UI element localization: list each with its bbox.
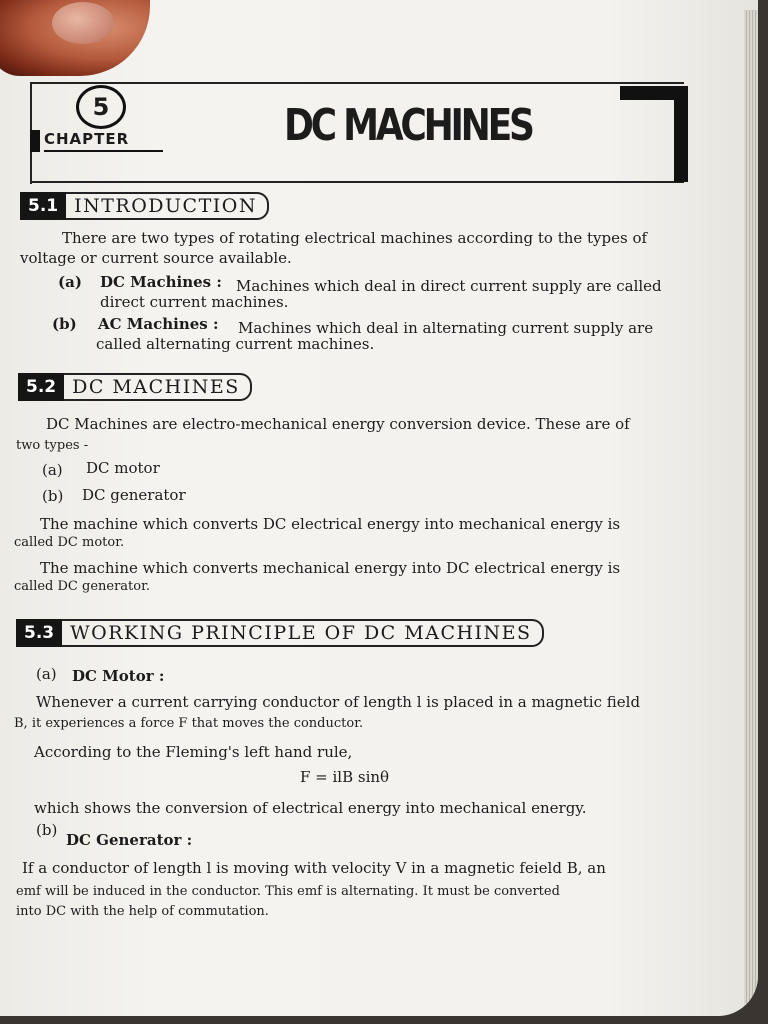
dc-gen-line-1: The machine which converts mechanical energy into DC electrical energy is bbox=[40, 559, 621, 577]
chapter-label: CHAPTER bbox=[44, 130, 163, 152]
chapter-number: 5 bbox=[76, 85, 126, 129]
intro-b-line-1: Machines which deal in alternating current supply are bbox=[238, 319, 654, 337]
section-title: WORKING PRINCIPLE OF DC MACHINES bbox=[62, 619, 543, 647]
intro-b-term: AC Machines : bbox=[98, 315, 219, 333]
principle-motor-label: (a) bbox=[36, 665, 57, 683]
thumb-nail bbox=[52, 2, 114, 44]
principle-motor-title: DC Motor : bbox=[72, 667, 165, 685]
principle-motor-line-3: According to the Fleming's left hand rule, bbox=[34, 743, 353, 761]
dc-gen-line-2: called DC generator. bbox=[14, 579, 151, 594]
section-heading-5-2 bbox=[18, 373, 252, 401]
section-title: INTRODUCTION bbox=[66, 192, 269, 220]
dc-line-1: DC Machines are electro-mechanical energy conversion device. These are of bbox=[46, 415, 630, 433]
section-number: 5.2 bbox=[18, 373, 64, 401]
principle-motor-line-4: which shows the conversion of electrical energy into mechanical energy. bbox=[34, 799, 587, 817]
chapter-title: DC MACHINES bbox=[284, 100, 532, 151]
dc-item-b: DC generator bbox=[82, 486, 186, 504]
intro-a-line-2: direct current machines. bbox=[100, 293, 289, 311]
dc-item-a-label: (a) bbox=[42, 461, 63, 479]
intro-b-line-2: called alternating current machines. bbox=[96, 335, 375, 353]
chapter-corner-bar bbox=[674, 86, 688, 182]
principle-gen-label: (b) bbox=[36, 821, 58, 839]
section-heading-5-3 bbox=[16, 619, 544, 647]
section-heading-5-1 bbox=[20, 192, 269, 220]
force-formula: F = ilB sinθ bbox=[300, 768, 390, 786]
dc-item-a: DC motor bbox=[86, 459, 160, 477]
principle-gen-title: DC Generator : bbox=[66, 831, 193, 849]
intro-b-label: (b) bbox=[52, 315, 77, 333]
intro-a-term: DC Machines : bbox=[100, 273, 222, 291]
principle-gen-line-2: emf will be induced in the conductor. This emf is alternating. It must be converted bbox=[16, 884, 560, 899]
intro-a-line-1: Machines which deal in direct current supply are called bbox=[236, 277, 662, 295]
page-edge bbox=[744, 10, 758, 1010]
intro-line-2: voltage or current source available. bbox=[20, 249, 292, 267]
principle-motor-line-1: Whenever a current carrying conductor of length l is placed in a magnetic field bbox=[36, 693, 641, 711]
principle-motor-line-2: B, it experiences a force F that moves the conductor. bbox=[14, 716, 364, 731]
section-title: DC MACHINES bbox=[64, 373, 252, 401]
dc-motor-line-1: The machine which converts DC electrical energy into mechanical energy is bbox=[40, 515, 621, 533]
chapter-corner-bar-top bbox=[620, 86, 688, 100]
dc-line-2: two types - bbox=[16, 438, 89, 453]
section-number: 5.3 bbox=[16, 619, 62, 647]
section-number: 5.1 bbox=[20, 192, 66, 220]
chapter-label-bar bbox=[30, 130, 40, 152]
dc-motor-line-2: called DC motor. bbox=[14, 535, 125, 550]
intro-a-label: (a) bbox=[58, 273, 82, 291]
principle-gen-line-1: If a conductor of length l is moving with velocity V in a magnetic feield B, an bbox=[22, 859, 606, 877]
principle-gen-line-3: into DC with the help of commutation. bbox=[16, 904, 269, 919]
intro-line-1: There are two types of rotating electrical machines according to the types of bbox=[62, 229, 648, 247]
dc-item-b-label: (b) bbox=[42, 487, 64, 505]
chapter-header-rule bbox=[30, 181, 684, 183]
